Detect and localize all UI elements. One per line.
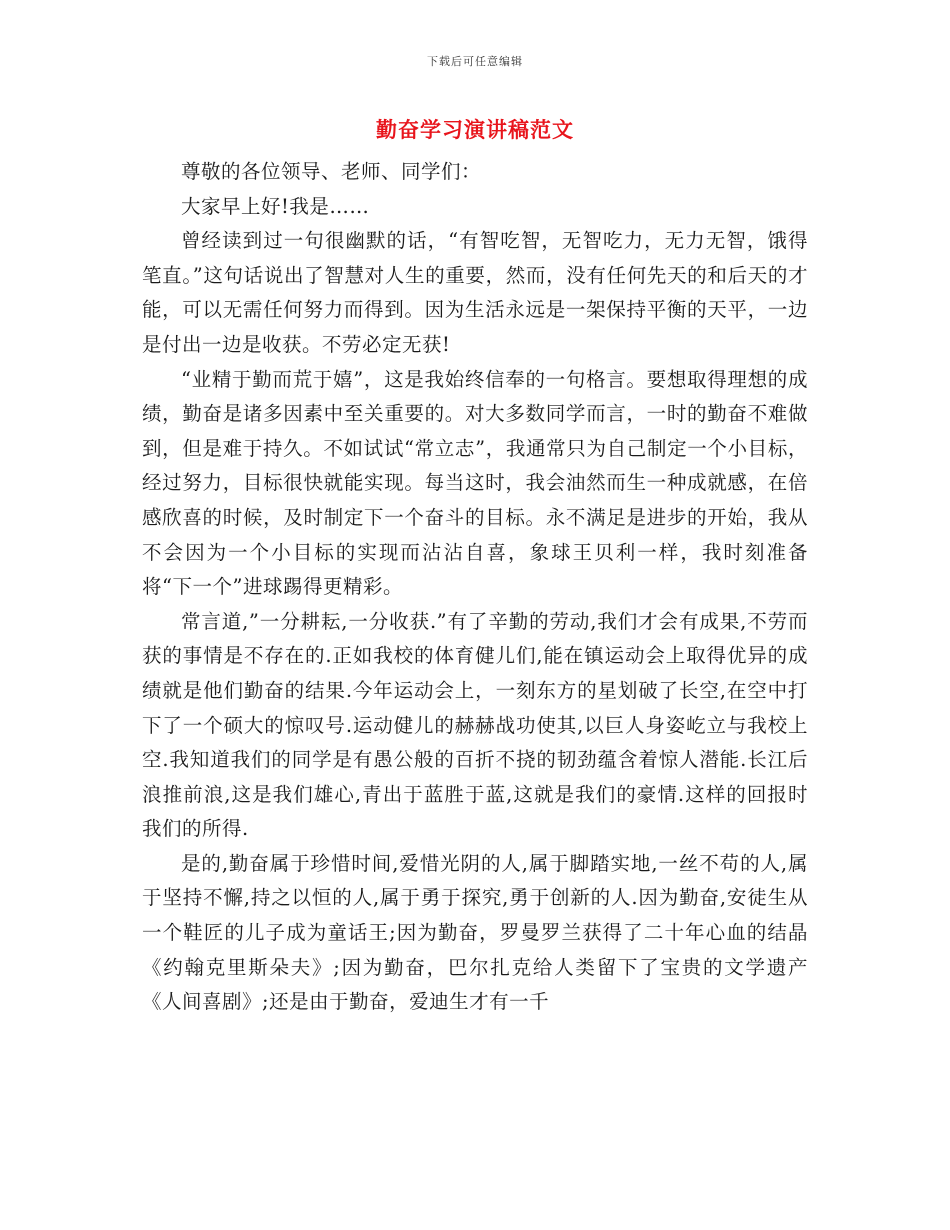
body-paragraph: 曾经读到过一句很幽默的话，“有智吃智，无智吃力，无力无智，饿得笔直。”这句话说出了智慧对人生的重要，然而，没有任何先天的和后天的才能，可以无需任何努力而得到。因为生活永远是一架保持平衡的天平，一边是付出一边是收获。不劳必定无获!	[142, 229, 808, 356]
document-title: 勤奋学习演讲稿范文	[376, 117, 574, 142]
page-header-note: 下载后可任意编辑	[427, 55, 523, 68]
greeting-paragraph: 大家早上好!我是……	[181, 194, 370, 218]
body-paragraph: 常言道,”一分耕耘,一分收获.”有了辛勤的劳动,我们才会有成果,不劳而获的事情是不存在的.正如我校的体育健儿们,能在镇运动会上取得优异的成绩就是他们勤奋的结果.今年运动会上，一刻东方的星划破了长空,在空中打下了一个硕大的惊叹号.运动健儿的赫赫战功使其,以巨人身姿屹立与我校上空.我知道我们的同学是有愚公般的百折不挠的韧劲蕴含着惊人潜能.长江后浪推前浪,这是我们雄心,青出于蓝胜于蓝,这就是我们的豪情.这样的回报时我们的所得.	[142, 609, 808, 841]
document-body	[142, 155, 808, 1020]
body-paragraph: 是的,勤奋属于珍惜时间,爱惜光阴的人,属于脚踏实地,一丝不苟的人,属于坚持不懈,持之以恒的人,属于勇于探究,勇于创新的人.因为勤奋,安徒生从一个鞋匠的儿子成为童话王;因为勤奋，罗曼罗兰获得了二十年心血的结晶《约翰克里斯朵夫》;因为勤奋，巴尔扎克给人类留下了宝贵的文学遗产《人间喜剧》;还是由于勤奋，爱迪生才有一千	[142, 851, 808, 1014]
salutation-paragraph: 尊敬的各位领导、老师、同学们：	[181, 160, 482, 183]
body-paragraph: “业精于勤而荒于嬉”，这是我始终信奉的一句格言。要想取得理想的成绩，勤奋是诸多因素中至关重要的。对大多数同学而言，一时的勤奋不难做到，但是难于持久。不如试试“常立志”，我通常只为自己制定一个小目标，经过努力，目标很快就能实现。每当这时，我会油然而生一种成就感，在倍感欣喜的时候，及时制定下一个奋斗的目标。永不满足是进步的开始，我从不会因为一个小目标的实现而沾沾自喜，象球王贝利一样，我时刻准备将“下一个”进球踢得更精彩。	[142, 367, 808, 599]
